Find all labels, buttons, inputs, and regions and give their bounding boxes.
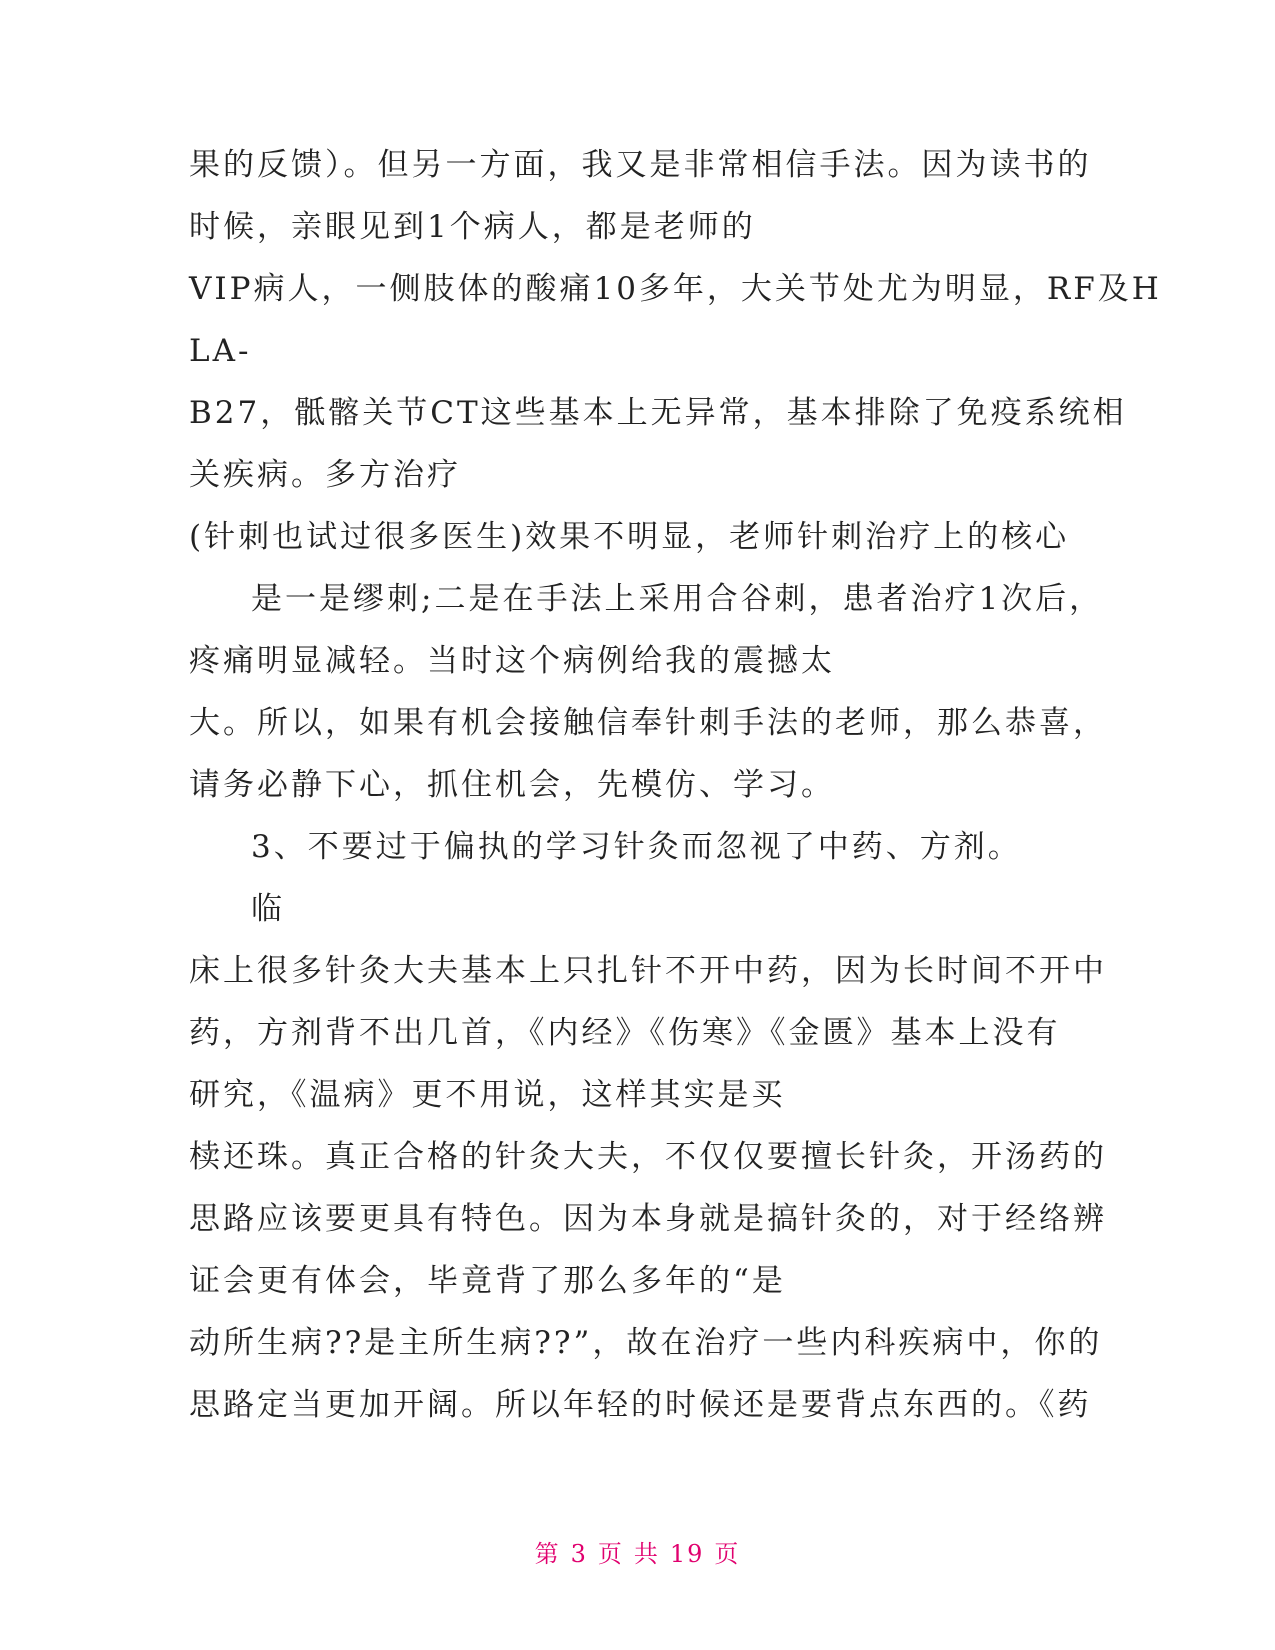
footer-suffix: 页 bbox=[714, 1540, 741, 1568]
section-heading: 3、不要过于偏执的学习针灸而忽视了中药、方剂。 bbox=[251, 829, 1022, 865]
text-line: 时候，亲眼见到1个病人，都是老师的 bbox=[189, 209, 756, 245]
text-line: 临 bbox=[251, 891, 285, 927]
text-line: 椟还珠。真正合格的针灸大夫，不仅仅要擅长针灸，开汤药的 bbox=[189, 1139, 1107, 1175]
total-pages-number: 19 bbox=[669, 1540, 705, 1568]
text-line: 大。所以，如果有机会接触信奉针刺手法的老师，那么恭喜， bbox=[189, 705, 1107, 741]
text-line: B27，骶髂关节CT这些基本上无异常，基本排除了免疫系统相 bbox=[189, 395, 1127, 431]
text-line: 关疾病。多方治疗 bbox=[189, 457, 461, 493]
text-line: LA- bbox=[189, 333, 252, 369]
text-line: 果的反馈）。但另一方面，我又是非常相信手法。因为读书的 bbox=[189, 147, 1092, 183]
text-line: 是一是缪刺;二是在手法上采用合谷刺，患者治疗1次后， bbox=[251, 581, 1104, 617]
text-line: 思路定当更加开阔。所以年轻的时候还是要背点东西的。《药 bbox=[189, 1387, 1092, 1423]
footer-total-word: 共 bbox=[633, 1540, 660, 1568]
text-line: 证会更有体会，毕竟背了那么多年的“是 bbox=[189, 1263, 786, 1299]
text-line: 疼痛明显减轻。当时这个病例给我的震撼太 bbox=[189, 643, 835, 679]
current-page-number: 3 bbox=[570, 1540, 588, 1568]
text-line: 思路应该要更具有特色。因为本身就是搞针灸的，对于经络辨 bbox=[189, 1201, 1107, 1237]
text-line: (针刺也试过很多医生)效果不明显，老师针刺治疗上的核心 bbox=[189, 519, 1070, 555]
text-line: 药，方剂背不出几首，《内经》《伤寒》《金匮》基本上没有 bbox=[189, 1015, 1061, 1051]
footer-page-word: 页 bbox=[597, 1540, 624, 1568]
text-line: 动所生病??是主所生病??”，故在治疗一些内科疾病中，你的 bbox=[189, 1325, 1103, 1361]
text-line: 床上很多针灸大夫基本上只扎针不开中药，因为长时间不开中 bbox=[189, 953, 1107, 989]
footer-prefix: 第 bbox=[534, 1540, 561, 1568]
page-footer bbox=[0, 1538, 1275, 1570]
text-line: 请务必静下心，抓住机会，先模仿、学习。 bbox=[189, 767, 835, 803]
text-line: 研究，《温病》更不用说，这样其实是买 bbox=[189, 1077, 786, 1113]
text-line: VIP病人，一侧肢体的酸痛10多年，大关节处尤为明显，RF及H bbox=[189, 271, 1162, 307]
